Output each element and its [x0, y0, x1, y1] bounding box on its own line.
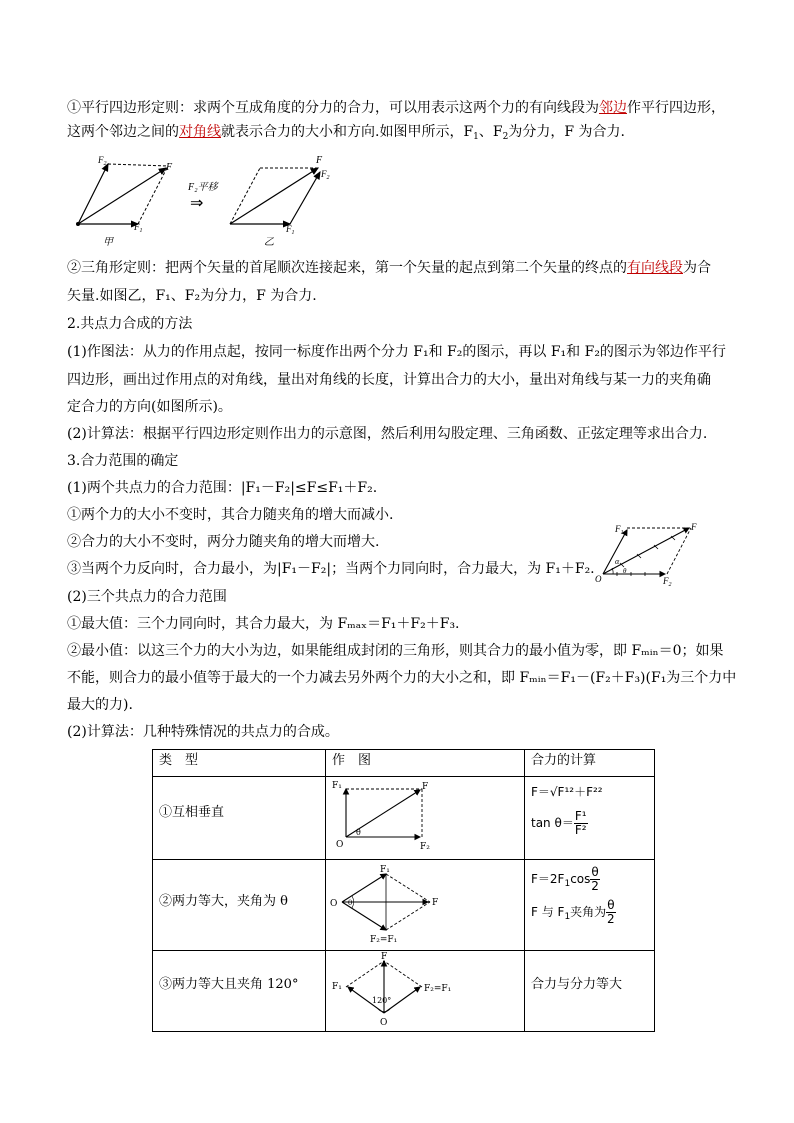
implies-arrow: ⇒ — [190, 195, 204, 212]
label-f2: $F_2$ — [321, 169, 330, 181]
text: 为分力，F 为合力. — [508, 124, 625, 140]
label-f: F — [166, 162, 173, 173]
text: 就表示合力的大小和方向.如图甲所示，F — [221, 124, 474, 140]
formula-tan — [531, 810, 654, 837]
header-calc: 合力的计算 — [525, 750, 655, 777]
text: F 与 F — [531, 905, 565, 919]
text: 、F — [478, 124, 503, 140]
rule-triangle-line2: 矢量.如图乙，F₁、F₂为分力，F 为合力. — [67, 288, 317, 304]
row-type-label: ③两力等大且夹角 120° — [159, 977, 299, 992]
parallelogram-figures — [70, 150, 350, 250]
text: F＝2F — [531, 872, 565, 886]
cell-drawing — [326, 860, 525, 951]
fraction — [574, 810, 588, 837]
numerator: F¹ — [574, 809, 587, 823]
rule-triangle-line1 — [67, 258, 711, 278]
denominator: F² — [574, 823, 587, 837]
formula-magnitude: F＝√F¹²＋F²² — [531, 785, 603, 799]
label-f1: $F_1$ — [286, 224, 295, 236]
three-forces-min-line1: ②最小值：以这三个力的大小为边，如果能组成封闭的三角形，则其合力的最小值为零，即 Fₘᵢₙ＝0；如果 — [67, 643, 724, 659]
link-directed-segment[interactable]: 有向线段 — [627, 260, 683, 276]
range-two-forces: (1)两个共点力的合力范围：|F₁－F₂|≤F≤F₁＋F₂. — [67, 480, 378, 496]
text: 作平行四边形， — [627, 100, 725, 116]
text: 这两个邻边之间的 — [67, 124, 179, 140]
rule-parallelogram-line2 — [67, 122, 625, 147]
graduated-parallelogram-figure — [595, 516, 710, 592]
figure-jia — [76, 155, 173, 248]
label-o: O — [330, 899, 338, 909]
three-forces-min-line2: 不能，则合力的最小值等于最大的一个力减去另外两个力的大小之和，即 Fₘᵢₙ＝F₁－(F₂＋F₃)(F₁为三个力中 — [67, 670, 737, 686]
label-o: O — [336, 840, 344, 850]
method-graph-line2: 四边形，画出过作用点的对角线，量出对角线的长度，计算出合力的大小，量出对角线与某一力的夹角确 — [67, 372, 711, 388]
label-o: O — [595, 574, 602, 584]
label-theta: θ — [623, 567, 627, 575]
subscript: 1 — [473, 132, 479, 142]
range-point2: ②合力的大小不变时，两分力随夹角的增大而增大. — [67, 534, 380, 550]
label-f2: $F_2$ — [663, 576, 672, 588]
subscript: 1 — [564, 879, 571, 889]
denominator: 2 — [591, 879, 599, 893]
numerator: θ — [591, 865, 599, 879]
heading-three-forces: (2)三个共点力的合力范围 — [67, 589, 227, 605]
label-f2: F₂=F₁ — [370, 935, 398, 945]
label-f1: $F_1$ — [134, 222, 143, 234]
row-type-label: ②两力等大，夹角为 θ — [159, 894, 288, 909]
denominator: 2 — [607, 912, 615, 926]
fraction — [590, 866, 599, 893]
link-diagonal[interactable]: 对角线 — [179, 124, 221, 140]
numerator: θ — [607, 898, 615, 912]
equal-120-figure — [326, 951, 518, 1027]
row-type-label: ①互相垂直 — [159, 805, 225, 820]
text: 夹角为 — [570, 905, 607, 919]
text: tan θ＝ — [531, 816, 574, 830]
formula-equal-magnitude — [531, 866, 654, 893]
label-f2: F₂ — [420, 842, 430, 852]
cell-calc — [525, 777, 655, 860]
text: 为合 — [683, 260, 711, 276]
equal-forces-figure — [326, 860, 518, 946]
cell-calc — [525, 951, 655, 1032]
fraction — [606, 899, 615, 926]
header-drawing: 作 图 — [326, 750, 525, 777]
text: ①平行四边形定则：求两个互成角度的分力的合力，可以用表示这两个力的有向线段为 — [67, 100, 599, 116]
cell-drawing — [326, 951, 525, 1032]
cell-type — [153, 777, 326, 860]
label-f: F — [381, 952, 388, 962]
caption-yi: 乙 — [264, 237, 274, 248]
label-f: F — [422, 782, 429, 792]
label-theta: θ — [348, 899, 353, 907]
method-graph-line1: (1)作图法：从力的作用点起，按同一标度作出两个分力 F₁和 F₂的图示，再以 F₁和 F₂的图示为邻边作平行 — [67, 344, 726, 360]
label-f: F — [691, 522, 697, 532]
method-graph-line3: 定合力的方向(如图所示)。 — [67, 399, 232, 415]
table-header-row — [153, 750, 655, 777]
label-o: O — [380, 1018, 388, 1027]
label-f1: F₁ — [332, 781, 342, 791]
label-alpha: α — [615, 557, 620, 566]
three-forces-max: ①最大值：三个力同向时，其合力最大，为 Fₘₐₓ＝F₁＋F₂＋F₃. — [67, 616, 460, 632]
table-row — [153, 777, 655, 860]
table-row — [153, 951, 655, 1032]
rule-parallelogram-line1 — [67, 98, 725, 118]
heading-special-cases: (2)计算法：几种特殊情况的共点力的合成。 — [67, 724, 339, 740]
range-point1: ①两个力的大小不变时，其合力随夹角的增大而减小. — [67, 507, 394, 523]
subscript: 2 — [502, 132, 509, 142]
label-f1: F₁ — [380, 865, 390, 875]
header-type: 类 型 — [153, 750, 326, 777]
method-calc-line: (2)计算法：根据平行四边形定则作出力的示意图，然后利用勾股定理、三角函数、正弦定理等求出合力. — [67, 426, 708, 442]
heading-methods: 2.共点力合成的方法 — [67, 316, 193, 332]
caption-jia: 甲 — [103, 237, 113, 248]
range-point3: ③当两个力反向时，合力最小，为|F₁－F₂|；当两个力同向时，合力最大，为 F₁＋F₂. — [67, 561, 595, 577]
label-f: F — [432, 898, 439, 908]
figure-yi — [230, 155, 330, 248]
three-forces-min-line3: 最大的力). — [67, 697, 133, 713]
label-f1: $F_1$ — [615, 524, 624, 536]
label-f2: $F_2$ — [98, 155, 107, 167]
link-adjacent-sides[interactable]: 邻边 — [599, 100, 627, 116]
label-f2: F₂=F₁ — [424, 984, 452, 994]
label-translate: F₂平移 — [188, 182, 218, 193]
special-cases-table — [152, 749, 655, 1032]
cell-drawing — [326, 777, 525, 860]
cell-calc — [525, 860, 655, 951]
perpendicular-figure — [326, 777, 518, 855]
cell-type — [153, 951, 326, 1032]
heading-range: 3.合力范围的确定 — [67, 453, 179, 469]
text: cos — [570, 872, 591, 886]
label-theta: θ — [356, 828, 361, 837]
table-row — [153, 860, 655, 951]
text: ②三角形定则：把两个矢量的首尾顺次连接起来，第一个矢量的起点到第二个矢量的终点的 — [67, 260, 627, 276]
formula-equal: 合力与分力等大 — [531, 977, 623, 992]
subscript: 1 — [564, 912, 571, 922]
formula-equal-angle — [531, 899, 654, 926]
label-f: F — [316, 155, 323, 166]
label-120: 120° — [372, 996, 392, 1005]
cell-type — [153, 860, 326, 951]
label-f1: F₁ — [332, 982, 342, 992]
